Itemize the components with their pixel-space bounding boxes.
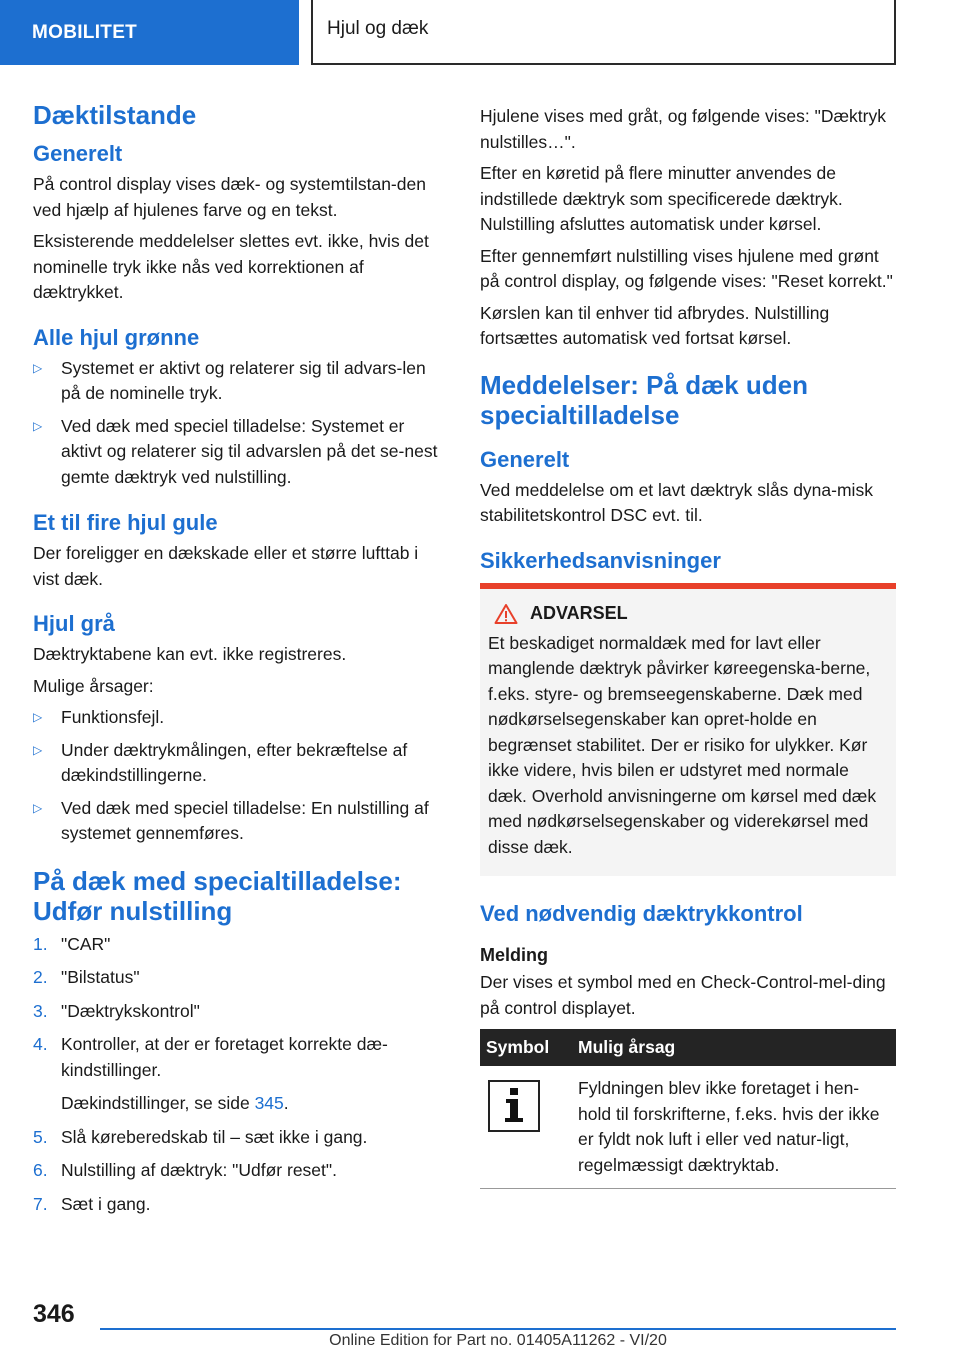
step-item: 5. Slå køreberedskab til – sæt ikke i gang. (33, 1126, 368, 1147)
triangle-bullet-icon: ▷ (33, 360, 43, 375)
generelt-heading: Generelt (33, 141, 123, 166)
paragraph: Efter gennemført nulstilling vises hjulene med grønt på control display, og følgende vises: "Reset korrekt." (480, 245, 893, 291)
triangle-bullet-icon: ▷ (33, 800, 43, 815)
paragraph: Der vises et symbol med en Check-Control-mel-ding på control displayet. (480, 972, 886, 1018)
yellow-heading: Et til fire hjul gule (33, 510, 218, 535)
paragraph: Efter en køretid på flere minutter anvendes de indstillede dæktryk som specificerede dæktryk. Nulstilling afsluttes automatisk under kørsel. (480, 163, 843, 234)
paragraph: Der foreligger en dækskade eller et større lufttab i vist dæk. (33, 543, 419, 589)
step-item: 6. Nulstilling af dæktryk: "Udfør reset". (33, 1160, 337, 1180)
footer-edition: Online Edition for Part no. 01405A11262 - VI/20 (329, 1332, 667, 1349)
melding-heading: Melding (480, 945, 548, 965)
table-header-symbol: Symbol (480, 1029, 572, 1066)
right-column (480, 104, 896, 1189)
table-cell-cause: Fyldningen blev ikke foretaget i hen-hold til forskrifterne, f.eks. hvis der ikke er fyldt nok luft i eller ved natur-ligt, regelmæssigt dæktryktab. (572, 1066, 896, 1189)
paragraph: Dæktryktabene kan evt. ikke registreres. (33, 644, 347, 664)
reset-heading: På dæk med specialtilladelse: Udfør nulstilling (33, 865, 402, 926)
list-item: ▷ Funktionsfejl. (33, 705, 443, 731)
page-link[interactable]: 345 (254, 1093, 284, 1113)
warning-title: ADVARSEL (530, 603, 628, 623)
paragraph: Mulige årsager: (33, 675, 154, 696)
table-header-cause: Mulig årsag (572, 1029, 896, 1066)
check-heading: Ved nødvendig dæktrykkontrol (480, 901, 803, 926)
safety-heading: Sikkerhedsanvisninger (480, 547, 721, 573)
bullet-list (33, 705, 443, 847)
step-item: 1. "CAR" (33, 933, 111, 954)
warning-triangle-icon (494, 603, 518, 625)
symbol-table (480, 1029, 896, 1189)
bullet-list (33, 356, 443, 491)
triangle-bullet-icon: ▷ (33, 710, 43, 724)
green-heading: Alle hjul grønne (33, 324, 200, 350)
paragraph: Kørslen kan til enhver tid afbrydes. Nulstilling fortsættes automatisk ved fortsat kørsel. (480, 302, 830, 348)
paragraph: Ved meddelelse om et lavt dæktryk slås dyna-misk stabilitetskontrol DSC evt. til. (480, 479, 873, 525)
step-item: 7. Sæt i gang. (33, 1193, 151, 1214)
left-column (33, 100, 443, 1225)
steps-list (33, 932, 443, 1218)
list-item: ▷ Under dæktrykmålingen, efter bekræftelse af dækindstillingerne. (33, 739, 408, 785)
page-number: 346 (33, 1300, 75, 1328)
table-row (480, 1066, 896, 1189)
paragraph: På control display vises dæk- og systemtilstan-den ved hjælp af hjulenes farve og en tekst. (33, 174, 426, 220)
footer-divider (100, 1328, 896, 1330)
step-item: 4. Kontroller, at der er foretaget korrekte dæ-kindstillinger. Dækindstillinger, se side 345. (33, 1034, 388, 1113)
paragraph: Eksisterende meddelelser slettes evt. ikke, hvis det nominelle tryk ikke nås ved korrektionen af dæktrykket. (33, 231, 429, 302)
messages-title: Meddelelser: På dæk uden specialtilladelse (480, 369, 808, 430)
grey-heading: Hjul grå (33, 611, 115, 636)
triangle-bullet-icon: ▷ (33, 418, 43, 433)
triangle-bullet-icon: ▷ (33, 742, 43, 757)
list-item: ▷ Ved dæk med speciel tilladelse: Systemet er aktivt og relaterer sig til advarslen på det se-nest gemte dæktryk ved nulstilling. (33, 415, 438, 487)
paragraph: Hjulene vises med gråt, og følgende vises: "Dæktryk nulstilles…". (480, 106, 886, 152)
generelt-heading-right: Generelt (480, 446, 570, 472)
list-item: ▷ Ved dæk med speciel tilladelse: En nulstilling af systemet gennemføres. (33, 797, 429, 843)
warning-box (480, 583, 896, 877)
info-icon (488, 1080, 540, 1132)
step-item: 3. "Dæktrykskontrol" (33, 1000, 200, 1021)
warning-text: Et beskadiget normaldæk med for lavt eller manglende dæktryk påvirker køreegenska-berne, f.eks. styre- og bremseegenskaberne. Dæk med nødkørselsegenskaber kan opret-holde en begrænset stabilitet. Der er risiko for ulykker. Kør ikke videre, hvis bilen er udstyret med normale dæk. Overhold anvisningerne om kørsel med dæk med nødkørselsegenskaber og viderekørsel med disse dæk. (488, 632, 877, 857)
section-tab: MOBILITET (0, 0, 299, 65)
list-item: ▷ Systemet er aktivt og relaterer sig til advars-len på de nominelle tryk. (33, 357, 426, 403)
chapter-title: Hjul og dæk (311, 0, 896, 65)
section-title: Dæktilstande (33, 100, 197, 130)
step-item: 2. "Bilstatus" (33, 967, 140, 987)
